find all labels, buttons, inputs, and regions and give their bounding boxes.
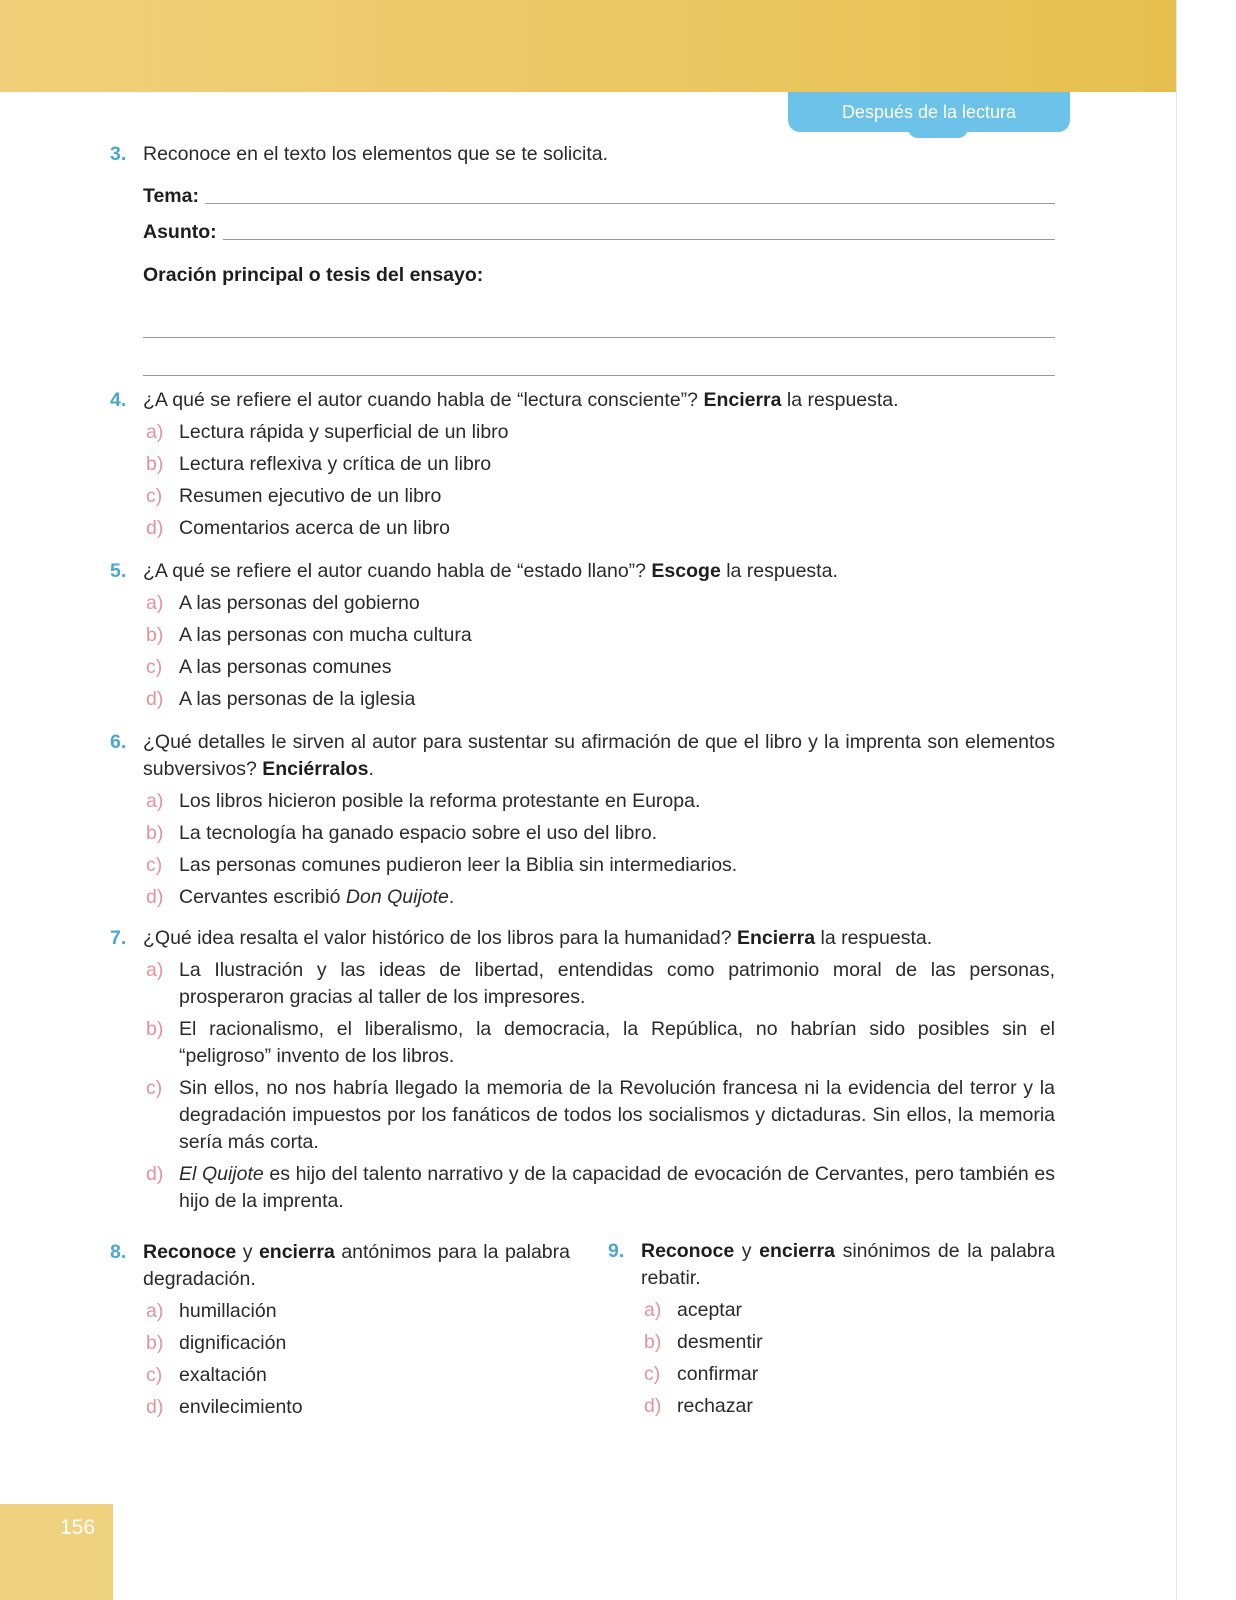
tema-field[interactable] xyxy=(143,174,1055,210)
option-a[interactable] xyxy=(146,957,1055,1011)
option-d[interactable] xyxy=(146,884,1055,911)
option-letter: c) xyxy=(146,485,163,507)
page-number-box xyxy=(0,1504,113,1600)
question-number: 9. xyxy=(608,1240,625,1262)
question-text-end: la respuesta. xyxy=(720,560,838,582)
question-text-end: la respuesta. xyxy=(815,927,933,949)
instruction-verb: Enciérralos xyxy=(262,758,369,780)
question-number: 4. xyxy=(110,389,127,411)
book-title: Don Quijote xyxy=(345,886,449,908)
option-text: humillación xyxy=(179,1300,277,1322)
option-text: A las personas del gobierno xyxy=(179,592,420,614)
question-text-start: ¿A qué se refiere el autor cuando habla de “lectura consciente”? xyxy=(143,389,704,411)
question-text-start: ¿Qué detalles le sirven al autor para sustentar su afirmación de que el libro y la imprenta son elementos subversivos? xyxy=(143,731,1055,780)
option-a[interactable] xyxy=(146,1298,570,1325)
question-text xyxy=(143,141,1055,168)
question-9 xyxy=(608,1238,1055,1425)
option-c[interactable] xyxy=(644,1361,1055,1388)
options-list xyxy=(146,590,1055,713)
option-letter: d) xyxy=(146,1396,164,1418)
question-6 xyxy=(110,729,1055,916)
option-a[interactable] xyxy=(146,788,1055,815)
option-text: aceptar xyxy=(677,1299,743,1321)
option-letter: b) xyxy=(146,453,164,475)
page-number: 156 xyxy=(60,1516,96,1539)
option-letter: d) xyxy=(146,886,164,908)
question-text-end: sinónimos de la palabra rebatir. xyxy=(641,1240,1055,1289)
option-b[interactable] xyxy=(644,1329,1055,1356)
tema-label: Tema: xyxy=(143,185,199,207)
option-letter: a) xyxy=(146,959,164,981)
option-text: Lectura rápida y superficial de un libro xyxy=(179,421,509,443)
option-text: rechazar xyxy=(677,1395,753,1417)
option-letter: d) xyxy=(644,1395,662,1417)
oracion-answer-line-1[interactable] xyxy=(143,336,1055,338)
option-text: A las personas de la iglesia xyxy=(179,688,416,710)
question-text-rest: en el texto los elementos que se te solicita. xyxy=(230,143,609,165)
option-d[interactable] xyxy=(644,1393,1055,1420)
option-letter: c) xyxy=(146,1077,163,1099)
option-text: La Ilustración y las ideas de libertad, entendidas como patrimonio moral de las personas, prosperaron gracias al taller de los impresores. xyxy=(179,959,1055,1008)
question-text-end: la respuesta. xyxy=(781,389,899,411)
option-a[interactable] xyxy=(644,1297,1055,1324)
option-c[interactable] xyxy=(146,654,1055,681)
oracion-answer-line-2[interactable] xyxy=(143,374,1055,376)
option-a[interactable] xyxy=(146,419,1055,446)
option-text: envilecimiento xyxy=(179,1396,303,1418)
question-text-end: . xyxy=(368,758,374,780)
instruction-verb: Encierra xyxy=(737,927,816,949)
options-list xyxy=(146,957,1055,1215)
question-4 xyxy=(110,387,1055,547)
option-b[interactable] xyxy=(146,1330,570,1357)
question-text-start: ¿A qué se refiere el autor cuando habla de “estado llano”? xyxy=(143,560,652,582)
option-letter: d) xyxy=(146,688,164,710)
option-letter: a) xyxy=(146,1300,164,1322)
option-text: La tecnología ha ganado espacio sobre el uso del libro. xyxy=(179,822,658,844)
asunto-answer-line[interactable] xyxy=(223,239,1055,240)
option-text: es hijo del talento narrativo y de la capacidad de evocación de Cervantes, pero también es hijo de la imprenta. xyxy=(179,1163,1055,1212)
option-text-end: . xyxy=(448,886,455,908)
question-7 xyxy=(110,925,1055,1220)
option-letter: a) xyxy=(146,592,164,614)
options-list xyxy=(644,1297,1055,1420)
option-b[interactable] xyxy=(146,622,1055,649)
question-text xyxy=(143,729,1055,783)
option-letter: c) xyxy=(644,1363,661,1385)
option-text: Comentarios acerca de un libro xyxy=(179,517,450,539)
option-d[interactable] xyxy=(146,515,1055,542)
option-d[interactable] xyxy=(146,1394,570,1421)
option-text: Sin ellos, no nos habría llegado la memoria de la Revolución francesa ni la evidencia del terror y la degradación impuestos por los fanáticos de todos los socialismos y dictaduras. Sin ellos, la memoria sería más corta. xyxy=(179,1077,1055,1153)
question-text xyxy=(143,558,1055,585)
options-list xyxy=(146,419,1055,542)
question-number: 3. xyxy=(110,143,127,165)
option-c[interactable] xyxy=(146,1075,1055,1156)
question-text xyxy=(143,387,1055,414)
option-text: Lectura reflexiva y crítica de un libro xyxy=(179,453,492,475)
instruction-verb-2: encierra xyxy=(258,1241,335,1263)
option-letter: d) xyxy=(146,517,164,539)
question-text-end: antónimos para la palabra degradación. xyxy=(143,1241,570,1290)
question-text-mid: y xyxy=(734,1240,760,1262)
option-letter: c) xyxy=(146,854,163,876)
option-text: Resumen ejecutivo de un libro xyxy=(179,485,442,507)
question-number: 7. xyxy=(110,927,127,949)
section-tab xyxy=(788,92,1070,132)
instruction-verb: Encierra xyxy=(703,389,782,411)
question-8 xyxy=(110,1239,570,1426)
option-text: Los libros hicieron posible la reforma protestante en Europa. xyxy=(179,790,701,812)
instruction-verb: Reconoce xyxy=(143,143,231,165)
tema-answer-line[interactable] xyxy=(205,203,1055,204)
book-title: El Quijote xyxy=(179,1163,264,1185)
option-text: Cervantes escribió xyxy=(179,886,346,908)
option-letter: c) xyxy=(146,1364,163,1386)
option-text: El racionalismo, el liberalismo, la democracia, la República, no habrían sido posibles sin el “peligroso” invento de los libros. xyxy=(179,1018,1055,1067)
question-number: 8. xyxy=(110,1241,127,1263)
option-text: desmentir xyxy=(677,1331,763,1353)
asunto-field[interactable] xyxy=(143,210,1055,246)
option-text: A las personas comunes xyxy=(179,656,392,678)
option-letter: b) xyxy=(146,1332,164,1354)
option-c[interactable] xyxy=(146,1362,570,1389)
instruction-verb: Reconoce xyxy=(143,1241,237,1263)
option-letter: b) xyxy=(146,1018,164,1040)
asunto-label: Asunto: xyxy=(143,221,217,243)
option-letter: b) xyxy=(146,624,164,646)
instruction-verb: Escoge xyxy=(651,560,721,582)
options-list xyxy=(146,788,1055,911)
option-c[interactable] xyxy=(146,852,1055,879)
question-text-start: ¿Qué idea resalta el valor histórico de los libros para la humanidad? xyxy=(143,927,737,949)
option-text: confirmar xyxy=(677,1363,759,1385)
option-b[interactable] xyxy=(146,1016,1055,1070)
oracion-field xyxy=(143,246,1055,289)
option-letter: a) xyxy=(146,421,164,443)
option-text: Las personas comunes pudieron leer la Biblia sin intermediarios. xyxy=(179,854,738,876)
option-text: dignificación xyxy=(179,1332,287,1354)
option-letter: b) xyxy=(146,822,164,844)
section-tab-label: Después de la lectura xyxy=(841,101,1017,122)
option-c[interactable] xyxy=(146,483,1055,510)
option-d[interactable] xyxy=(146,686,1055,713)
options-list xyxy=(146,1298,570,1421)
option-d[interactable] xyxy=(146,1161,1055,1215)
question-text xyxy=(143,925,1055,952)
option-letter: d) xyxy=(146,1163,164,1185)
question-3 xyxy=(110,141,1055,376)
option-letter: c) xyxy=(146,656,163,678)
question-text xyxy=(641,1238,1055,1292)
option-letter: b) xyxy=(644,1331,662,1353)
question-5 xyxy=(110,558,1055,718)
option-a[interactable] xyxy=(146,590,1055,617)
oracion-label: Oración principal o tesis del ensayo: xyxy=(143,264,484,286)
option-b[interactable] xyxy=(146,451,1055,478)
question-text xyxy=(143,1239,570,1293)
top-color-band xyxy=(0,0,1176,92)
option-letter: a) xyxy=(644,1299,662,1321)
page-edge xyxy=(1176,0,1177,1600)
instruction-verb-2: encierra xyxy=(759,1240,835,1262)
option-letter: a) xyxy=(146,790,164,812)
instruction-verb: Reconoce xyxy=(641,1240,735,1262)
question-number: 6. xyxy=(110,731,127,753)
question-number: 5. xyxy=(110,560,127,582)
option-b[interactable] xyxy=(146,820,1055,847)
question-text-mid: y xyxy=(236,1241,259,1263)
option-text: exaltación xyxy=(179,1364,267,1386)
option-text: A las personas con mucha cultura xyxy=(179,624,472,646)
